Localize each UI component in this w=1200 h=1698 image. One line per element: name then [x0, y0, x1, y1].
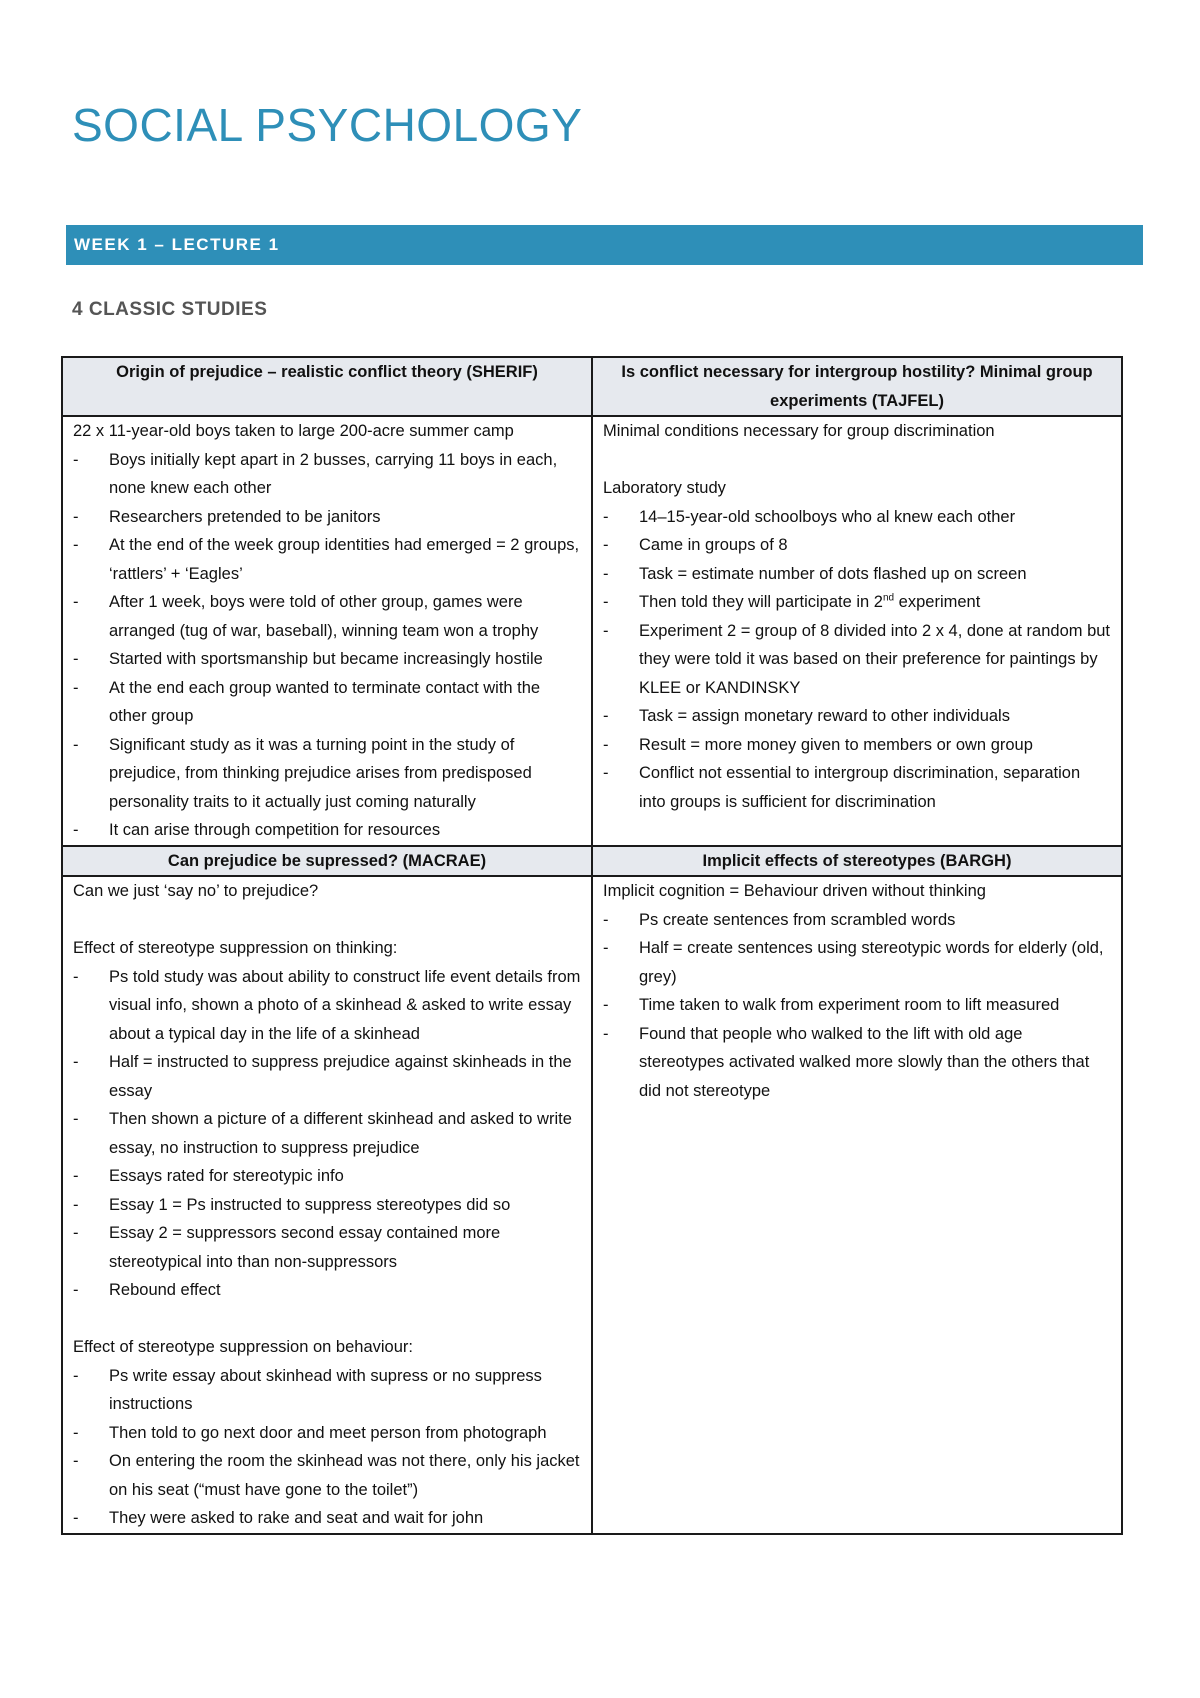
- list-item: - On entering the room the skinhead was not there, only his jacket on his seat (“must have gone to the toilet”): [73, 1447, 581, 1504]
- table-row: [62, 876, 1122, 1534]
- list-item: - Time taken to walk from experiment room to lift measured: [603, 991, 1111, 1020]
- list-item: - Task = estimate number of dots flashed up on screen: [603, 560, 1111, 589]
- list-item: - Essay 2 = suppressors second essay contained more stereotypical into than non-suppressors: [73, 1219, 581, 1276]
- list-item: - Ps write essay about skinhead with supress or no suppress instructions: [73, 1362, 581, 1419]
- tajfel-bullet-list: [603, 503, 1111, 817]
- list-item: - Boys initially kept apart in 2 busses, carrying 11 boys in each, none knew each other: [73, 446, 581, 503]
- list-item: - Then shown a picture of a different skinhead and asked to write essay, no instruction to suppress prejudice: [73, 1105, 581, 1162]
- list-item: - After 1 week, boys were told of other group, games were arranged (tug of war, baseball), winning team won a trophy: [73, 588, 581, 645]
- list-item: - At the end each group wanted to terminate contact with the other group: [73, 674, 581, 731]
- list-item: - Started with sportsmanship but became increasingly hostile: [73, 645, 581, 674]
- week-label: WEEK 1 – LECTURE 1: [74, 235, 280, 254]
- macrae-thinking-list: [73, 963, 581, 1305]
- list-item: - At the end of the week group identities had emerged = 2 groups, ‘rattlers’ + ‘Eagles’: [73, 531, 581, 588]
- tajfel-cell: [592, 416, 1122, 846]
- macrae-intro: Can we just ‘say no’ to prejudice?: [73, 882, 319, 900]
- section-heading: 4 CLASSIC STUDIES: [72, 299, 268, 320]
- studies-table: [61, 356, 1123, 1535]
- list-item: - Researchers pretended to be janitors: [73, 503, 581, 532]
- list-item: [603, 588, 1111, 617]
- macrae-behaviour-label: Effect of stereotype suppression on behaviour:: [73, 1338, 413, 1356]
- tajfel-sublabel: Laboratory study: [603, 479, 726, 497]
- bargh-cell: [592, 876, 1122, 1534]
- list-item: - Half = create sentences using stereotypic words for elderly (old, grey): [603, 934, 1111, 991]
- list-item: - Conflict not essential to intergroup discrimination, separation into groups is sufficient for discrimination: [603, 759, 1111, 816]
- sherif-cell: [62, 416, 592, 846]
- list-item-tail: experiment: [894, 593, 981, 611]
- list-item: - It can arise through competition for resources: [73, 816, 581, 845]
- bargh-heading: Implicit effects of stereotypes (BARGH): [592, 846, 1122, 877]
- list-item: - Significant study as it was a turning point in the study of prejudice, from thinking prejudice arises from predisposed personality traits to it actually just coming naturally: [73, 731, 581, 817]
- list-item: - Then told to go next door and meet person from photograph: [73, 1419, 581, 1448]
- macrae-behaviour-list: [73, 1362, 581, 1533]
- week-banner: [66, 225, 1143, 265]
- list-item: - Rebound effect: [73, 1276, 581, 1305]
- list-item: - Task = assign monetary reward to other individuals: [603, 702, 1111, 731]
- bargh-intro: Implicit cognition = Behaviour driven without thinking: [603, 882, 986, 900]
- macrae-heading: Can prejudice be supressed? (MACRAE): [62, 846, 592, 877]
- list-item: - Essays rated for stereotypic info: [73, 1162, 581, 1191]
- tajfel-intro: Minimal conditions necessary for group discrimination: [603, 422, 995, 440]
- list-item: - They were asked to rake and seat and wait for john: [73, 1504, 581, 1533]
- table-header-row: [62, 357, 1122, 416]
- sherif-bullet-list: [73, 446, 581, 845]
- list-item-text: Then told they will participate in 2: [639, 593, 883, 611]
- table-row: [62, 416, 1122, 846]
- macrae-cell: [62, 876, 592, 1534]
- list-item: - Ps create sentences from scrambled words: [603, 906, 1111, 935]
- list-item: - Result = more money given to members or own group: [603, 731, 1111, 760]
- sherif-intro: 22 x 11-year-old boys taken to large 200-acre summer camp: [73, 422, 514, 440]
- list-item: - Half = instructed to suppress prejudice against skinheads in the essay: [73, 1048, 581, 1105]
- tajfel-heading: Is conflict necessary for intergroup hostility? Minimal group experiments (TAJFEL): [592, 357, 1122, 416]
- list-item: - Found that people who walked to the lift with old age stereotypes activated walked more slowly than the others that did not stereotype: [603, 1020, 1111, 1106]
- list-item: - 14–15-year-old schoolboys who al knew each other: [603, 503, 1111, 532]
- sherif-heading: Origin of prejudice – realistic conflict theory (SHERIF): [62, 357, 592, 416]
- list-item: - Experiment 2 = group of 8 divided into 2 x 4, done at random but they were told it was based on their preference for paintings by KLEE or KANDINSKY: [603, 617, 1111, 703]
- list-item: - Ps told study was about ability to construct life event details from visual info, shown a photo of a skinhead & asked to write essay about a typical day in the life of a skinhead: [73, 963, 581, 1049]
- list-item: - Came in groups of 8: [603, 531, 1111, 560]
- macrae-thinking-label: Effect of stereotype suppression on thinking:: [73, 939, 398, 957]
- page-title: SOCIAL PSYCHOLOGY: [72, 99, 583, 151]
- bargh-bullet-list: [603, 906, 1111, 1106]
- list-item: - Essay 1 = Ps instructed to suppress stereotypes did so: [73, 1191, 581, 1220]
- table-header-row: [62, 846, 1122, 877]
- ordinal-suffix: nd: [882, 592, 895, 604]
